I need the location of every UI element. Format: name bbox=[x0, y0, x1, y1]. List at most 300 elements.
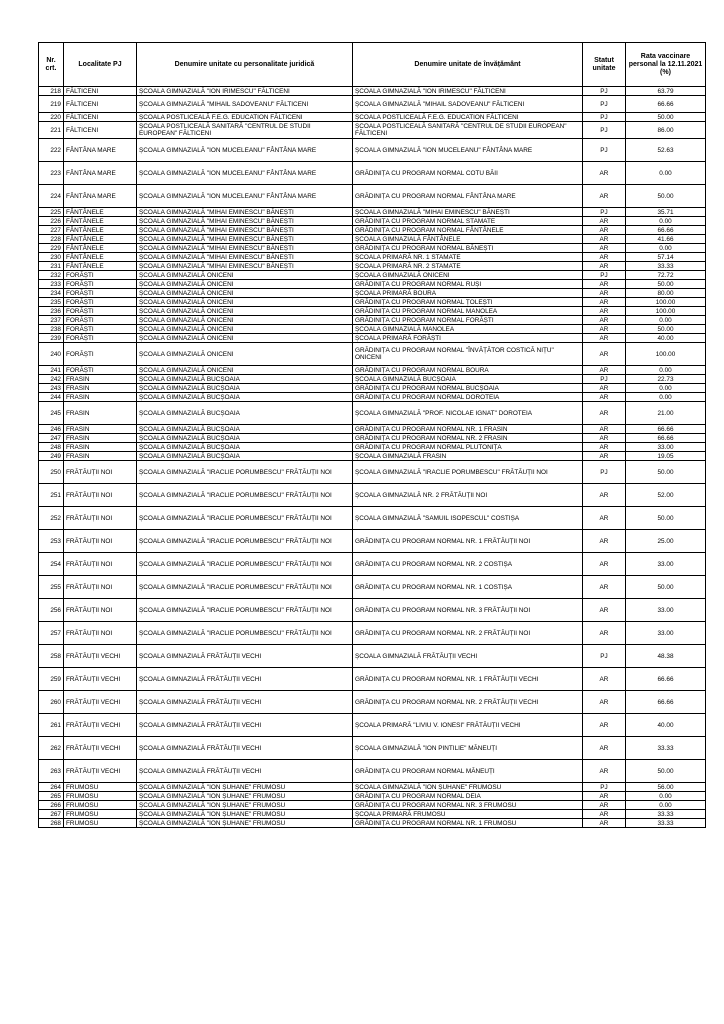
cell-nr: 228 bbox=[39, 235, 64, 244]
cell-nr: 220 bbox=[39, 113, 64, 122]
cell-localitate: FRĂTĂUȚII NOI bbox=[64, 530, 137, 553]
cell-nr: 248 bbox=[39, 443, 64, 452]
cell-unitate-inv: ȘCOALA GIMNAZIALĂ ONICENI bbox=[353, 271, 583, 280]
table-row bbox=[39, 384, 706, 393]
table-row bbox=[39, 162, 706, 185]
cell-rata: 25.00 bbox=[626, 530, 706, 553]
cell-localitate: FĂLTICENI bbox=[64, 96, 137, 113]
cell-unitate-inv: ȘCOALA GIMNAZIALĂ FÂNTÂNELE bbox=[353, 235, 583, 244]
cell-localitate: FRASIN bbox=[64, 393, 137, 402]
cell-unitate-inv: GRĂDINIȚA CU PROGRAM NORMAL NR. 2 COSTIȘA bbox=[353, 553, 583, 576]
cell-unitate-pj: ȘCOALA GIMNAZIALĂ "IRACLIE PORUMBESCU" FRĂTĂUȚII NOI bbox=[137, 530, 353, 553]
cell-unitate-inv: GRĂDINIȚA CU PROGRAM NORMAL DOROTEIA bbox=[353, 393, 583, 402]
cell-unitate-inv: ȘCOALA GIMNAZIALĂ FRĂTĂUȚII VECHI bbox=[353, 645, 583, 668]
cell-nr: 222 bbox=[39, 139, 64, 162]
table-row bbox=[39, 244, 706, 253]
cell-statut: AR bbox=[583, 434, 626, 443]
cell-localitate: FĂLTICENI bbox=[64, 122, 137, 139]
cell-rata: 41.66 bbox=[626, 235, 706, 244]
table-row bbox=[39, 298, 706, 307]
cell-unitate-pj: ȘCOALA GIMNAZIALĂ "IRACLIE PORUMBESCU" FRĂTĂUȚII NOI bbox=[137, 599, 353, 622]
cell-rata: 40.00 bbox=[626, 334, 706, 343]
table-row bbox=[39, 801, 706, 810]
cell-unitate-pj: ȘCOALA GIMNAZIALĂ ONICENI bbox=[137, 325, 353, 334]
cell-unitate-inv: ȘCOALA GIMNAZIALĂ "MIHAIL SADOVEANU" FĂLTICENI bbox=[353, 96, 583, 113]
cell-statut: AR bbox=[583, 402, 626, 425]
cell-nr: 237 bbox=[39, 316, 64, 325]
cell-statut: AR bbox=[583, 819, 626, 828]
cell-rata: 0.00 bbox=[626, 384, 706, 393]
cell-localitate: FRĂTĂUȚII VECHI bbox=[64, 691, 137, 714]
cell-unitate-pj: ȘCOALA GIMNAZIALĂ "ION ȘUHANE" FRUMOSU bbox=[137, 783, 353, 792]
cell-unitate-pj: ȘCOALA GIMNAZIALĂ "MIHAI EMINESCU" BĂNEȘTI bbox=[137, 208, 353, 217]
cell-unitate-pj: ȘCOALA GIMNAZIALĂ "MIHAI EMINESCU" BĂNEȘTI bbox=[137, 262, 353, 271]
cell-statut: AR bbox=[583, 298, 626, 307]
table-row bbox=[39, 87, 706, 96]
cell-statut: PJ bbox=[583, 375, 626, 384]
table-row bbox=[39, 262, 706, 271]
cell-rata: 33.00 bbox=[626, 599, 706, 622]
cell-localitate: FRUMOSU bbox=[64, 801, 137, 810]
cell-statut: AR bbox=[583, 253, 626, 262]
cell-unitate-inv: ȘCOALA PRIMARĂ BOURA bbox=[353, 289, 583, 298]
cell-unitate-inv: ȘCOALA POSTLICEALĂ F.E.G. EDUCATION FĂLTICENI bbox=[353, 113, 583, 122]
cell-nr: 235 bbox=[39, 298, 64, 307]
cell-rata: 0.00 bbox=[626, 393, 706, 402]
cell-nr: 227 bbox=[39, 226, 64, 235]
cell-unitate-pj: ȘCOALA GIMNAZIALĂ FRĂTĂUȚII VECHI bbox=[137, 691, 353, 714]
cell-rata: 66.66 bbox=[626, 668, 706, 691]
cell-rata: 33.33 bbox=[626, 737, 706, 760]
table-row bbox=[39, 113, 706, 122]
cell-localitate: FÂNTÂNELE bbox=[64, 262, 137, 271]
header-unitate-inv: Denumire unitate de învățământ bbox=[353, 43, 583, 87]
cell-rata: 100.00 bbox=[626, 343, 706, 366]
cell-statut: PJ bbox=[583, 87, 626, 96]
cell-unitate-pj: ȘCOALA GIMNAZIALĂ "IRACLIE PORUMBESCU" FRĂTĂUȚII NOI bbox=[137, 507, 353, 530]
cell-rata: 52.00 bbox=[626, 484, 706, 507]
cell-nr: 255 bbox=[39, 576, 64, 599]
table-row bbox=[39, 819, 706, 828]
cell-unitate-pj: ȘCOALA GIMNAZIALĂ FRĂTĂUȚII VECHI bbox=[137, 737, 353, 760]
cell-unitate-pj: ȘCOALA GIMNAZIALĂ BUCȘOAIA bbox=[137, 393, 353, 402]
cell-unitate-pj: ȘCOALA GIMNAZIALĂ "MIHAI EMINESCU" BĂNEȘTI bbox=[137, 217, 353, 226]
cell-unitate-pj: ȘCOALA GIMNAZIALĂ ONICENI bbox=[137, 316, 353, 325]
cell-unitate-inv: ȘCOALA GIMNAZIALĂ "ION IRIMESCU" FĂLTICENI bbox=[353, 87, 583, 96]
cell-localitate: FÂNTÂNA MARE bbox=[64, 162, 137, 185]
cell-unitate-inv: GRĂDINIȚA CU PROGRAM NORMAL NR. 2 FRĂTĂUȚII VECHI bbox=[353, 691, 583, 714]
cell-unitate-pj: ȘCOALA GIMNAZIALĂ BUCȘOAIA bbox=[137, 443, 353, 452]
table-row bbox=[39, 507, 706, 530]
cell-unitate-pj: ȘCOALA GIMNAZIALĂ BUCȘOAIA bbox=[137, 452, 353, 461]
cell-rata: 33.00 bbox=[626, 553, 706, 576]
cell-statut: AR bbox=[583, 185, 626, 208]
cell-nr: 232 bbox=[39, 271, 64, 280]
cell-localitate: FRĂTĂUȚII NOI bbox=[64, 622, 137, 645]
cell-unitate-pj: ȘCOALA GIMNAZIALĂ "IRACLIE PORUMBESCU" FRĂTĂUȚII NOI bbox=[137, 622, 353, 645]
table-row bbox=[39, 271, 706, 280]
cell-statut: PJ bbox=[583, 783, 626, 792]
table-row bbox=[39, 810, 706, 819]
header-nr: Nr. crt. bbox=[39, 43, 64, 87]
cell-unitate-pj: ȘCOALA GIMNAZIALĂ BUCȘOAIA bbox=[137, 434, 353, 443]
cell-nr: 249 bbox=[39, 452, 64, 461]
cell-unitate-inv: ȘCOALA GIMNAZIALĂ "ION MUCELEANU" FÂNTÂNA MARE bbox=[353, 139, 583, 162]
cell-localitate: FORĂȘTI bbox=[64, 307, 137, 316]
cell-unitate-inv: ȘCOALA GIMNAZIALĂ FRASIN bbox=[353, 452, 583, 461]
cell-unitate-inv: ȘCOALA GIMNAZIALĂ "ION ȘUHANE" FRUMOSU bbox=[353, 783, 583, 792]
cell-unitate-pj: ȘCOALA GIMNAZIALĂ FRĂTĂUȚII VECHI bbox=[137, 714, 353, 737]
cell-statut: AR bbox=[583, 576, 626, 599]
table-row bbox=[39, 425, 706, 434]
cell-unitate-inv: GRĂDINIȚA CU PROGRAM NORMAL ȚOLEȘTI bbox=[353, 298, 583, 307]
cell-unitate-inv: ȘCOALA POSTLICEALĂ SANITARĂ "CENTRUL DE STUDII EUROPEAN" FĂLTICENI bbox=[353, 122, 583, 139]
cell-unitate-inv: ȘCOALA PRIMARĂ NR. 1 STAMATE bbox=[353, 253, 583, 262]
cell-localitate: FRĂTĂUȚII VECHI bbox=[64, 714, 137, 737]
cell-rata: 57.14 bbox=[626, 253, 706, 262]
cell-unitate-pj: ȘCOALA POSTLICEALĂ F.E.G. EDUCATION FĂLTICENI bbox=[137, 113, 353, 122]
cell-unitate-inv: GRĂDINIȚA CU PROGRAM NORMAL NR. 1 FRĂTĂUȚII VECHI bbox=[353, 668, 583, 691]
cell-unitate-inv: GRĂDINIȚA CU PROGRAM NORMAL FÂNTÂNELE bbox=[353, 226, 583, 235]
cell-nr: 253 bbox=[39, 530, 64, 553]
cell-unitate-inv: ȘCOALA PRIMARĂ "LIVIU V. IONESI" FRĂTĂUȚII VECHI bbox=[353, 714, 583, 737]
header-rata: Rata vaccinare personal la 12.11.2021 (%) bbox=[626, 43, 706, 87]
cell-statut: AR bbox=[583, 244, 626, 253]
table-row bbox=[39, 691, 706, 714]
cell-localitate: FRĂTĂUȚII NOI bbox=[64, 553, 137, 576]
cell-unitate-pj: ȘCOALA GIMNAZIALĂ "ION MUCELEANU" FÂNTÂNA MARE bbox=[137, 185, 353, 208]
cell-statut: AR bbox=[583, 553, 626, 576]
cell-statut: AR bbox=[583, 691, 626, 714]
cell-localitate: FORĂȘTI bbox=[64, 366, 137, 375]
cell-localitate: FORĂȘTI bbox=[64, 316, 137, 325]
cell-unitate-inv: GRĂDINIȚA CU PROGRAM NORMAL STAMATE bbox=[353, 217, 583, 226]
table-header-row bbox=[39, 43, 706, 87]
cell-statut: PJ bbox=[583, 96, 626, 113]
table-row bbox=[39, 484, 706, 507]
cell-unitate-pj: ȘCOALA GIMNAZIALĂ FRĂTĂUȚII VECHI bbox=[137, 668, 353, 691]
cell-statut: PJ bbox=[583, 113, 626, 122]
cell-nr: 219 bbox=[39, 96, 64, 113]
cell-localitate: FORĂȘTI bbox=[64, 289, 137, 298]
table-row bbox=[39, 576, 706, 599]
cell-localitate: FORĂȘTI bbox=[64, 271, 137, 280]
cell-nr: 234 bbox=[39, 289, 64, 298]
cell-nr: 260 bbox=[39, 691, 64, 714]
cell-statut: AR bbox=[583, 334, 626, 343]
cell-statut: AR bbox=[583, 280, 626, 289]
cell-rata: 0.00 bbox=[626, 366, 706, 375]
cell-rata: 50.00 bbox=[626, 325, 706, 334]
cell-rata: 100.00 bbox=[626, 298, 706, 307]
cell-unitate-pj: ȘCOALA POSTLICEALĂ SANITARĂ "CENTRUL DE STUDII EUROPEAN" FĂLTICENI bbox=[137, 122, 353, 139]
cell-unitate-pj: ȘCOALA GIMNAZIALĂ "ION ȘUHANE" FRUMOSU bbox=[137, 801, 353, 810]
table-row bbox=[39, 553, 706, 576]
cell-localitate: FRASIN bbox=[64, 452, 137, 461]
cell-localitate: FRASIN bbox=[64, 384, 137, 393]
cell-localitate: FRĂTĂUȚII NOI bbox=[64, 599, 137, 622]
cell-statut: AR bbox=[583, 714, 626, 737]
cell-localitate: FRASIN bbox=[64, 375, 137, 384]
cell-nr: 246 bbox=[39, 425, 64, 434]
cell-nr: 252 bbox=[39, 507, 64, 530]
cell-rata: 66.66 bbox=[626, 226, 706, 235]
cell-rata: 50.00 bbox=[626, 461, 706, 484]
cell-localitate: FRĂTĂUȚII NOI bbox=[64, 507, 137, 530]
cell-rata: 66.66 bbox=[626, 691, 706, 714]
cell-localitate: FÂNTÂNELE bbox=[64, 253, 137, 262]
cell-localitate: FRASIN bbox=[64, 425, 137, 434]
cell-unitate-pj: ȘCOALA GIMNAZIALĂ "MIHAI EMINESCU" BĂNEȘTI bbox=[137, 244, 353, 253]
table-row bbox=[39, 122, 706, 139]
cell-rata: 66.66 bbox=[626, 434, 706, 443]
cell-unitate-pj: ȘCOALA GIMNAZIALĂ FRĂTĂUȚII VECHI bbox=[137, 645, 353, 668]
header-statut: Statut unitate bbox=[583, 43, 626, 87]
table-row bbox=[39, 461, 706, 484]
cell-unitate-pj: ȘCOALA GIMNAZIALĂ ONICENI bbox=[137, 280, 353, 289]
cell-statut: PJ bbox=[583, 271, 626, 280]
cell-unitate-pj: ȘCOALA GIMNAZIALĂ ONICENI bbox=[137, 343, 353, 366]
cell-unitate-pj: ȘCOALA GIMNAZIALĂ BUCȘOAIA bbox=[137, 384, 353, 393]
cell-localitate: FRASIN bbox=[64, 443, 137, 452]
cell-localitate: FRUMOSU bbox=[64, 819, 137, 828]
cell-rata: 50.00 bbox=[626, 280, 706, 289]
cell-localitate: FRUMOSU bbox=[64, 783, 137, 792]
table-row bbox=[39, 235, 706, 244]
table-row bbox=[39, 737, 706, 760]
cell-nr: 265 bbox=[39, 792, 64, 801]
cell-unitate-inv: GRĂDINIȚA CU PROGRAM NORMAL NR. 3 FRĂTĂUȚII NOI bbox=[353, 599, 583, 622]
cell-rata: 33.33 bbox=[626, 262, 706, 271]
cell-localitate: FRĂTĂUȚII NOI bbox=[64, 576, 137, 599]
table-row bbox=[39, 366, 706, 375]
cell-unitate-pj: ȘCOALA GIMNAZIALĂ "ION ȘUHANE" FRUMOSU bbox=[137, 819, 353, 828]
cell-unitate-inv: GRĂDINIȚA CU PROGRAM NORMAL COTU BĂII bbox=[353, 162, 583, 185]
cell-unitate-pj: ȘCOALA GIMNAZIALĂ FRĂTĂUȚII VECHI bbox=[137, 760, 353, 783]
cell-nr: 224 bbox=[39, 185, 64, 208]
cell-unitate-inv: ȘCOALA PRIMARĂ NR. 2 STAMATE bbox=[353, 262, 583, 271]
cell-localitate: FÂNTÂNELE bbox=[64, 226, 137, 235]
cell-rata: 33.00 bbox=[626, 443, 706, 452]
cell-nr: 258 bbox=[39, 645, 64, 668]
cell-unitate-pj: ȘCOALA GIMNAZIALĂ "ION ȘUHANE" FRUMOSU bbox=[137, 792, 353, 801]
cell-unitate-inv: GRĂDINIȚA CU PROGRAM NORMAL DEIA bbox=[353, 792, 583, 801]
cell-nr: 241 bbox=[39, 366, 64, 375]
cell-localitate: FÂNTÂNELE bbox=[64, 217, 137, 226]
table-row bbox=[39, 792, 706, 801]
table-row bbox=[39, 530, 706, 553]
table-row bbox=[39, 316, 706, 325]
cell-rata: 80.00 bbox=[626, 289, 706, 298]
cell-nr: 261 bbox=[39, 714, 64, 737]
cell-unitate-inv: GRĂDINIȚA CU PROGRAM NORMAL NR. 1 COSTIȘA bbox=[353, 576, 583, 599]
cell-statut: AR bbox=[583, 668, 626, 691]
table-row bbox=[39, 668, 706, 691]
cell-nr: 225 bbox=[39, 208, 64, 217]
cell-nr: 242 bbox=[39, 375, 64, 384]
cell-nr: 223 bbox=[39, 162, 64, 185]
cell-rata: 50.00 bbox=[626, 185, 706, 208]
cell-localitate: FRASIN bbox=[64, 402, 137, 425]
cell-nr: 250 bbox=[39, 461, 64, 484]
cell-statut: AR bbox=[583, 443, 626, 452]
cell-statut: PJ bbox=[583, 208, 626, 217]
cell-unitate-inv: ȘCOALA GIMNAZIALĂ "MIHAI EMINESCU" BĂNEȘTI bbox=[353, 208, 583, 217]
cell-rata: 52.63 bbox=[626, 139, 706, 162]
cell-unitate-inv: GRĂDINIȚA CU PROGRAM NORMAL FORĂȘTI bbox=[353, 316, 583, 325]
header-unitate-pj: Denumire unitate cu personalitate juridică bbox=[137, 43, 353, 87]
cell-localitate: FRĂTĂUȚII NOI bbox=[64, 484, 137, 507]
cell-rata: 19.05 bbox=[626, 452, 706, 461]
cell-nr: 267 bbox=[39, 810, 64, 819]
cell-unitate-pj: ȘCOALA GIMNAZIALĂ "ION MUCELEANU" FÂNTÂNA MARE bbox=[137, 139, 353, 162]
cell-unitate-pj: ȘCOALA GIMNAZIALĂ BUCȘOAIA bbox=[137, 375, 353, 384]
cell-unitate-pj: ȘCOALA GIMNAZIALĂ ONICENI bbox=[137, 289, 353, 298]
cell-unitate-inv: GRĂDINIȚA CU PROGRAM NORMAL RUȘI bbox=[353, 280, 583, 289]
header-localitate: Localitate PJ bbox=[64, 43, 137, 87]
cell-rata: 63.79 bbox=[626, 87, 706, 96]
cell-unitate-pj: ȘCOALA GIMNAZIALĂ ONICENI bbox=[137, 271, 353, 280]
cell-statut: AR bbox=[583, 343, 626, 366]
cell-unitate-inv: GRĂDINIȚA CU PROGRAM NORMAL BĂNEȘTI bbox=[353, 244, 583, 253]
table-row bbox=[39, 343, 706, 366]
cell-nr: 239 bbox=[39, 334, 64, 343]
cell-nr: 240 bbox=[39, 343, 64, 366]
cell-unitate-inv: ȘCOALA PRIMARĂ FORĂȘTI bbox=[353, 334, 583, 343]
cell-localitate: FÂNTÂNELE bbox=[64, 235, 137, 244]
cell-nr: 268 bbox=[39, 819, 64, 828]
cell-rata: 66.66 bbox=[626, 96, 706, 113]
table-row bbox=[39, 714, 706, 737]
table-row bbox=[39, 217, 706, 226]
cell-localitate: FRUMOSU bbox=[64, 810, 137, 819]
cell-rata: 35.71 bbox=[626, 208, 706, 217]
cell-unitate-pj: ȘCOALA GIMNAZIALĂ ONICENI bbox=[137, 334, 353, 343]
cell-statut: AR bbox=[583, 289, 626, 298]
cell-rata: 33.33 bbox=[626, 819, 706, 828]
cell-nr: 247 bbox=[39, 434, 64, 443]
cell-rata: 50.00 bbox=[626, 507, 706, 530]
cell-unitate-inv: ȘCOALA GIMNAZIALĂ "ION PINTILIE" MĂNEUȚI bbox=[353, 737, 583, 760]
cell-nr: 226 bbox=[39, 217, 64, 226]
cell-nr: 231 bbox=[39, 262, 64, 271]
table-row bbox=[39, 226, 706, 235]
cell-statut: AR bbox=[583, 226, 626, 235]
cell-rata: 33.00 bbox=[626, 622, 706, 645]
cell-localitate: FORĂȘTI bbox=[64, 298, 137, 307]
cell-unitate-inv: GRĂDINIȚA CU PROGRAM NORMAL MANOLEA bbox=[353, 307, 583, 316]
cell-statut: AR bbox=[583, 530, 626, 553]
cell-rata: 0.00 bbox=[626, 801, 706, 810]
cell-rata: 33.33 bbox=[626, 810, 706, 819]
cell-localitate: FORĂȘTI bbox=[64, 325, 137, 334]
cell-unitate-pj: ȘCOALA GIMNAZIALĂ "IRACLIE PORUMBESCU" FRĂTĂUȚII NOI bbox=[137, 576, 353, 599]
table-row bbox=[39, 139, 706, 162]
cell-localitate: FRUMOSU bbox=[64, 792, 137, 801]
cell-unitate-inv: GRĂDINIȚA CU PROGRAM NORMAL NR. 1 FRUMOSU bbox=[353, 819, 583, 828]
table-row bbox=[39, 96, 706, 113]
cell-unitate-inv: GRĂDINIȚA CU PROGRAM NORMAL MĂNEUȚI bbox=[353, 760, 583, 783]
cell-rata: 72.72 bbox=[626, 271, 706, 280]
cell-unitate-pj: ȘCOALA GIMNAZIALĂ "IRACLIE PORUMBESCU" FRĂTĂUȚII NOI bbox=[137, 553, 353, 576]
cell-nr: 256 bbox=[39, 599, 64, 622]
cell-unitate-inv: ȘCOALA GIMNAZIALĂ BUCȘOAIA bbox=[353, 375, 583, 384]
cell-rata: 0.00 bbox=[626, 162, 706, 185]
cell-localitate: FRĂTĂUȚII VECHI bbox=[64, 737, 137, 760]
cell-nr: 263 bbox=[39, 760, 64, 783]
cell-localitate: FRASIN bbox=[64, 434, 137, 443]
cell-nr: 264 bbox=[39, 783, 64, 792]
cell-unitate-pj: ȘCOALA GIMNAZIALĂ ONICENI bbox=[137, 366, 353, 375]
cell-statut: AR bbox=[583, 452, 626, 461]
cell-statut: PJ bbox=[583, 461, 626, 484]
cell-statut: PJ bbox=[583, 139, 626, 162]
cell-nr: 221 bbox=[39, 122, 64, 139]
table-row bbox=[39, 402, 706, 425]
cell-statut: AR bbox=[583, 307, 626, 316]
cell-nr: 254 bbox=[39, 553, 64, 576]
table-body bbox=[39, 87, 706, 828]
cell-statut: AR bbox=[583, 384, 626, 393]
cell-statut: AR bbox=[583, 792, 626, 801]
cell-nr: 243 bbox=[39, 384, 64, 393]
cell-statut: AR bbox=[583, 599, 626, 622]
cell-statut: AR bbox=[583, 316, 626, 325]
table-row bbox=[39, 622, 706, 645]
cell-unitate-inv: GRĂDINIȚA CU PROGRAM NORMAL NR. 2 FRASIN bbox=[353, 434, 583, 443]
cell-rata: 21.00 bbox=[626, 402, 706, 425]
cell-localitate: FRĂTĂUȚII VECHI bbox=[64, 645, 137, 668]
cell-unitate-pj: ȘCOALA GIMNAZIALĂ "IRACLIE PORUMBESCU" FRĂTĂUȚII NOI bbox=[137, 484, 353, 507]
cell-statut: AR bbox=[583, 507, 626, 530]
table-row bbox=[39, 760, 706, 783]
cell-unitate-pj: ȘCOALA GIMNAZIALĂ "ION MUCELEANU" FÂNTÂNA MARE bbox=[137, 162, 353, 185]
cell-unitate-inv: GRĂDINIȚA CU PROGRAM NORMAL NR. 3 FRUMOSU bbox=[353, 801, 583, 810]
cell-statut: PJ bbox=[583, 122, 626, 139]
cell-statut: AR bbox=[583, 393, 626, 402]
cell-statut: AR bbox=[583, 810, 626, 819]
cell-localitate: FORĂȘTI bbox=[64, 334, 137, 343]
cell-unitate-inv: GRĂDINIȚA CU PROGRAM NORMAL NR. 1 FRĂTĂUȚII NOI bbox=[353, 530, 583, 553]
cell-unitate-inv: GRĂDINIȚA CU PROGRAM NORMAL BUCȘOAIA bbox=[353, 384, 583, 393]
cell-rata: 50.00 bbox=[626, 113, 706, 122]
cell-rata: 66.66 bbox=[626, 425, 706, 434]
cell-localitate: FĂLTICENI bbox=[64, 87, 137, 96]
cell-unitate-pj: ȘCOALA GIMNAZIALĂ ONICENI bbox=[137, 298, 353, 307]
cell-nr: 236 bbox=[39, 307, 64, 316]
cell-localitate: FORĂȘTI bbox=[64, 343, 137, 366]
cell-nr: 244 bbox=[39, 393, 64, 402]
cell-nr: 251 bbox=[39, 484, 64, 507]
table-row bbox=[39, 599, 706, 622]
table-row bbox=[39, 452, 706, 461]
cell-unitate-inv: GRĂDINIȚA CU PROGRAM NORMAL NR. 2 FRĂTĂUȚII NOI bbox=[353, 622, 583, 645]
cell-unitate-inv: ȘCOALA GIMNAZIALĂ "SAMUIL ISOPESCUL" COSTIȘA bbox=[353, 507, 583, 530]
cell-statut: AR bbox=[583, 325, 626, 334]
cell-unitate-pj: ȘCOALA GIMNAZIALĂ "IRACLIE PORUMBESCU" FRĂTĂUȚII NOI bbox=[137, 461, 353, 484]
cell-unitate-pj: ȘCOALA GIMNAZIALĂ "MIHAIL SADOVEANU" FĂLTICENI bbox=[137, 96, 353, 113]
table-row bbox=[39, 289, 706, 298]
cell-statut: AR bbox=[583, 484, 626, 507]
cell-nr: 259 bbox=[39, 668, 64, 691]
table-row bbox=[39, 307, 706, 316]
cell-localitate: FRĂTĂUȚII VECHI bbox=[64, 668, 137, 691]
cell-localitate: FRĂTĂUȚII VECHI bbox=[64, 760, 137, 783]
table-row bbox=[39, 185, 706, 208]
cell-localitate: FRĂTĂUȚII NOI bbox=[64, 461, 137, 484]
cell-rata: 22.73 bbox=[626, 375, 706, 384]
cell-rata: 0.00 bbox=[626, 217, 706, 226]
